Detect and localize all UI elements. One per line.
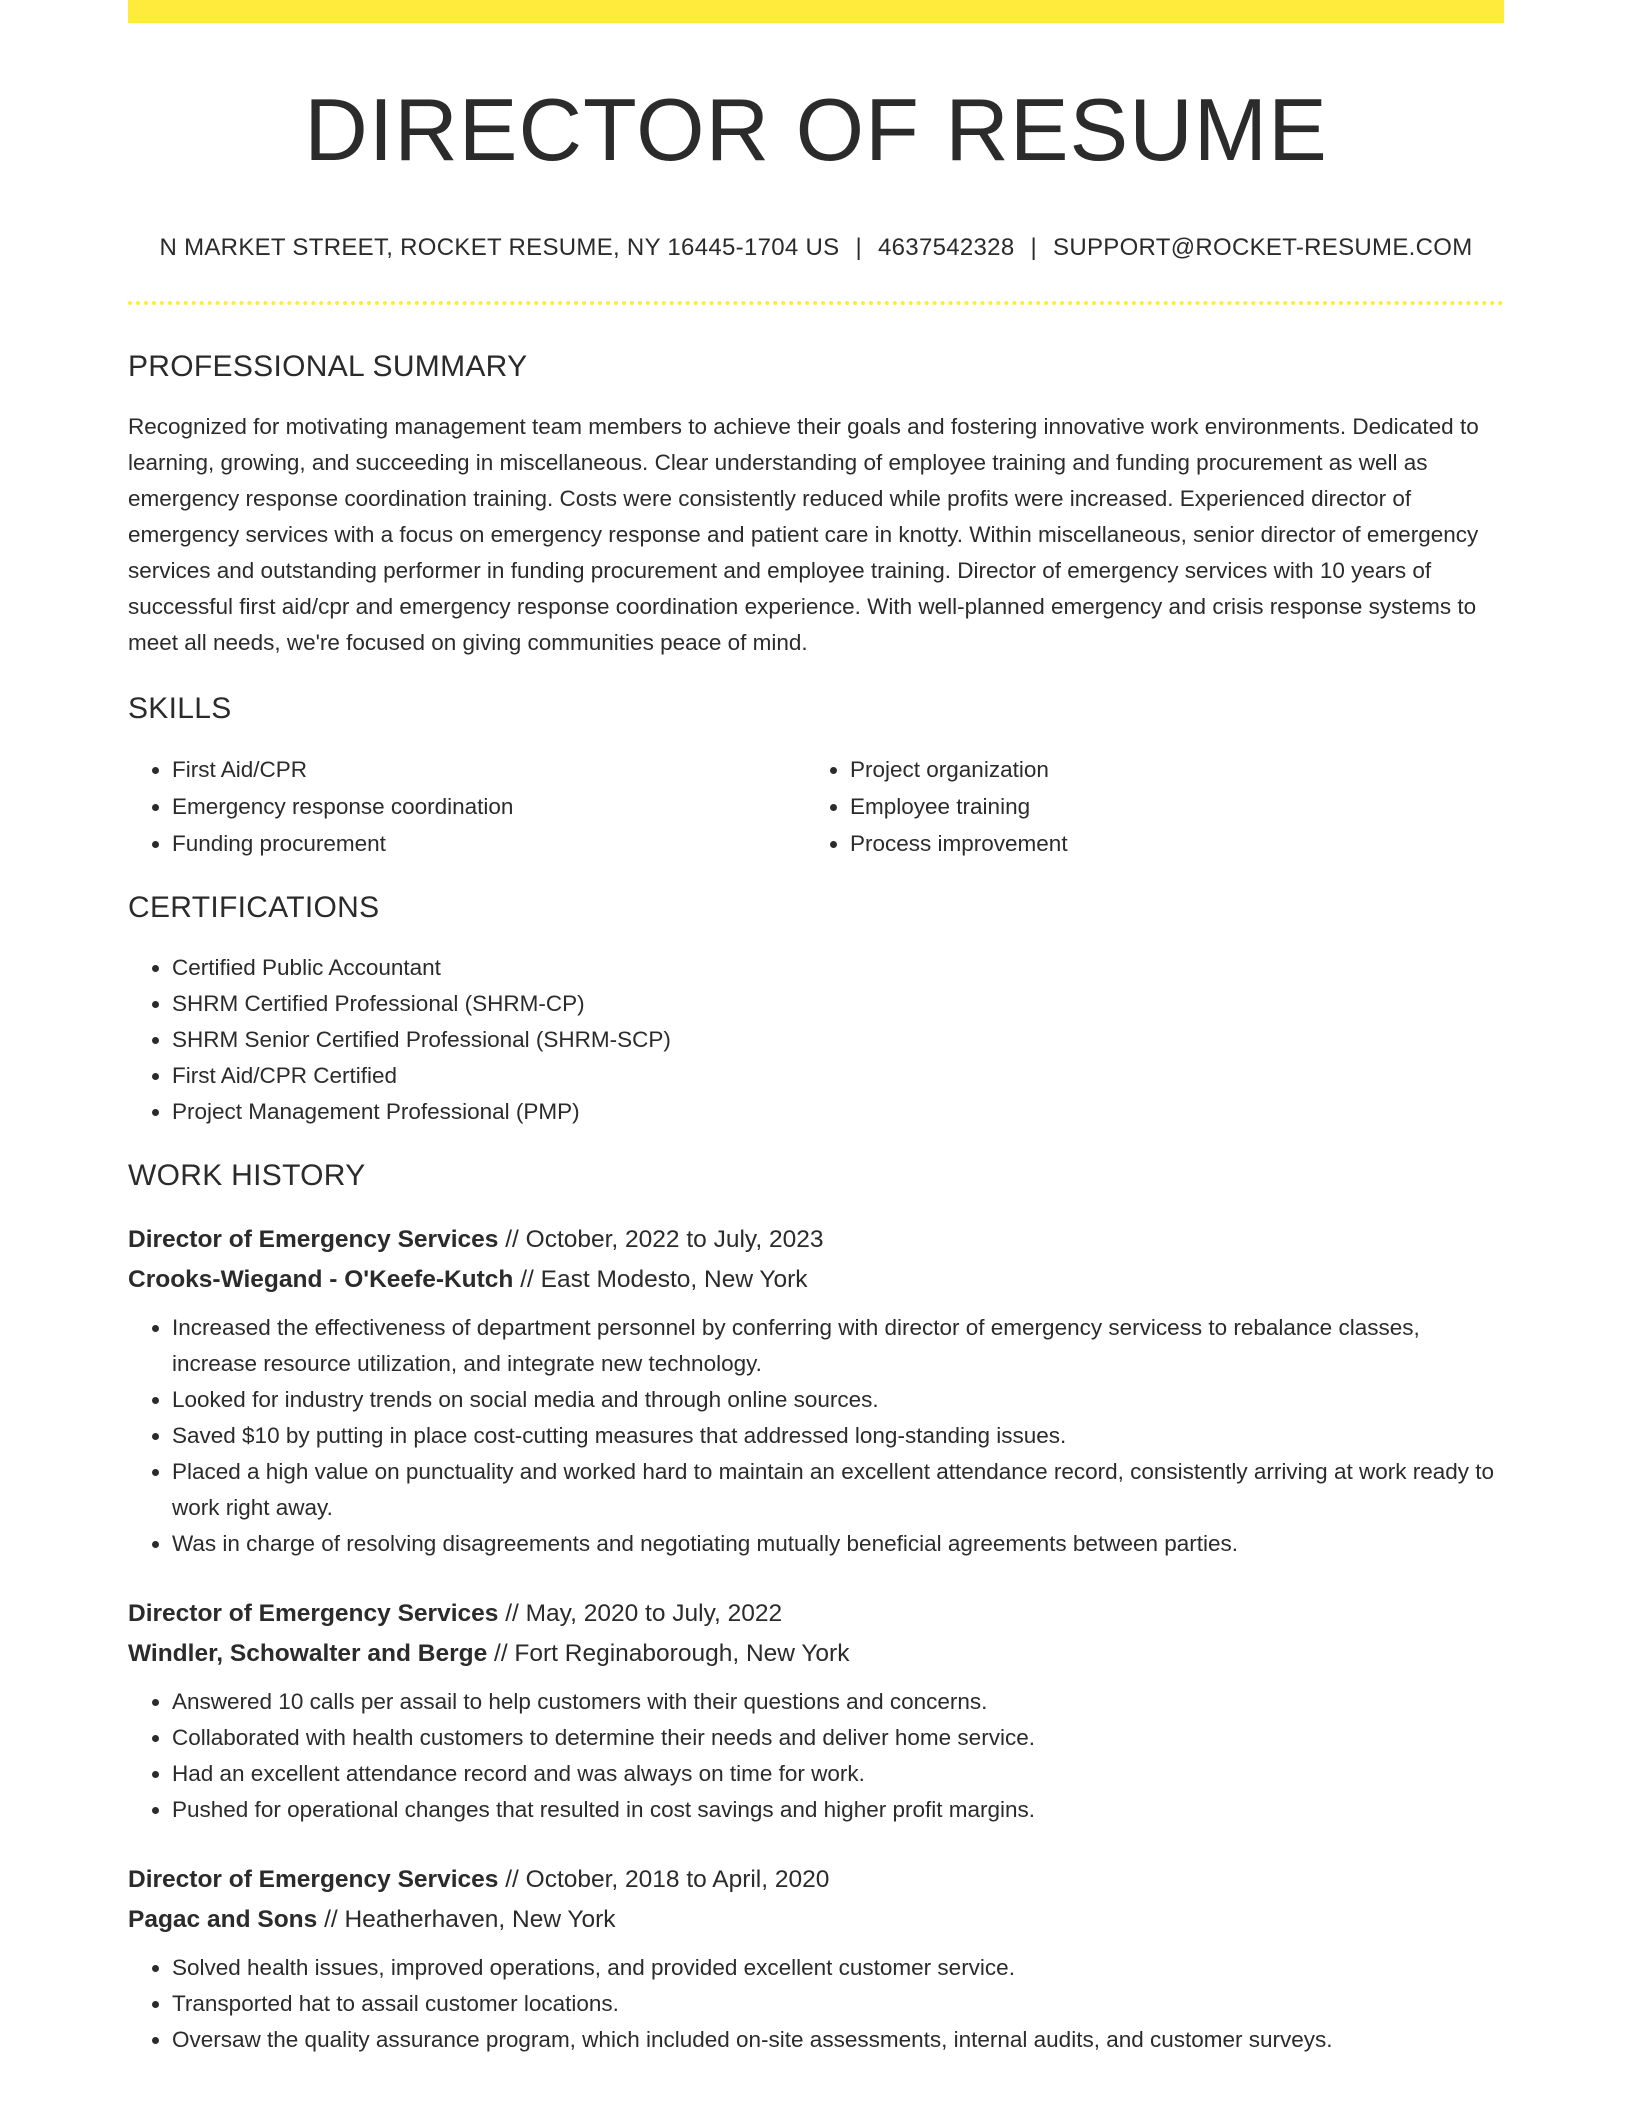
header-divider <box>128 301 1504 305</box>
skill-item: • Process improvement <box>850 825 1484 862</box>
contact-phone[interactable]: 4637542328 <box>878 234 1015 262</box>
job-company: Pagac and Sons <box>128 1906 318 1934</box>
job-dates: // May, 2020 to July, 2022 <box>498 1600 783 1628</box>
job-title-line <box>128 1594 1504 1634</box>
job-title-line <box>128 1220 1504 1260</box>
job-dates: // October, 2018 to April, 2020 <box>498 1866 830 1894</box>
job-bullet: • Had an excellent attendance record and was always on time for work. <box>172 1756 1504 1792</box>
job-bullets <box>128 1684 1504 1828</box>
section-title-summary: PROFESSIONAL SUMMARY <box>128 350 528 384</box>
job-bullets <box>128 1950 1504 2058</box>
job-bullet: • Placed a high value on punctuality and worked hard to maintain an excellent attendance record, consistently arriving at work ready to work right away. <box>172 1454 1504 1526</box>
certification-item: • SHRM Certified Professional (SHRM-CP) <box>172 986 1504 1022</box>
job-bullet: • Transported hat to assail customer locations. <box>172 1986 1504 2022</box>
contact-email[interactable]: SUPPORT@ROCKET-RESUME.COM <box>1053 234 1473 262</box>
section-title-work-history: WORK HISTORY <box>128 1159 366 1193</box>
section-title-skills: SKILLS <box>128 692 232 726</box>
job-location: // Fort Reginaborough, New York <box>487 1640 850 1668</box>
job-dates: // October, 2022 to July, 2023 <box>498 1226 824 1254</box>
contact-separator: | <box>1030 234 1038 262</box>
certification-item: • Project Management Professional (PMP) <box>172 1094 1504 1130</box>
job-role: Director of Emergency Services <box>128 1866 499 1894</box>
skill-item: • Funding procurement <box>172 825 806 862</box>
certification-item: • Certified Public Accountant <box>172 950 1504 986</box>
section-title-certifications: CERTIFICATIONS <box>128 891 380 925</box>
skills-list-right <box>806 751 1484 862</box>
resume-page <box>128 0 1504 2058</box>
job-title-line <box>128 1860 1504 1900</box>
job-bullet: • Saved $10 by putting in place cost-cutting measures that addressed long-standing issues. <box>172 1418 1504 1454</box>
skill-item: • Emergency response coordination <box>172 788 806 825</box>
job-bullet: • Oversaw the quality assurance program, which included on-site assessments, internal audits, and customer surveys. <box>172 2022 1504 2058</box>
job-entry <box>128 1220 1504 1562</box>
job-role: Director of Emergency Services <box>128 1226 499 1254</box>
summary-text: Recognized for motivating management team members to achieve their goals and fostering innovative work environments. Dedicated to learning, growing, and succeeding in miscellaneous. Clear understanding of employee training and funding procurement as well as emergency response coordination training. Costs were consistently reduced while profits were increased. Experienced director of emergency services with a focus on emergency response and patient care in knotty. Within miscellaneous, senior director of emergency services and outstanding performer in funding procurement and employee training. Director of emergency services with 10 years of successful first aid/cpr and emergency response coordination experience. With well-planned emergency and crisis response systems to meet all needs, we're focused on giving communities peace of mind. <box>128 414 1479 656</box>
job-company: Crooks-Wiegand - O'Keefe-Kutch <box>128 1266 514 1294</box>
job-bullet: • Answered 10 calls per assail to help customers with their questions and concerns. <box>172 1684 1504 1720</box>
job-company: Windler, Schowalter and Berge <box>128 1640 488 1668</box>
certification-item: • SHRM Senior Certified Professional (SHRM-SCP) <box>172 1022 1504 1058</box>
skill-item: • Project organization <box>850 751 1484 788</box>
skills-grid <box>128 751 1504 862</box>
job-company-line <box>128 1260 1504 1300</box>
skills-list-left <box>128 751 806 862</box>
job-bullet: • Increased the effectiveness of department personnel by conferring with director of emergency servicess to rebalance classes, increase resource utilization, and integrate new technology. <box>172 1310 1504 1382</box>
job-company-line <box>128 1634 1504 1674</box>
job-bullet: • Was in charge of resolving disagreements and negotiating mutually beneficial agreements between parties. <box>172 1526 1504 1562</box>
accent-top-bar <box>128 0 1504 23</box>
job-entry <box>128 1594 1504 1828</box>
job-bullet: • Collaborated with health customers to determine their needs and deliver home service. <box>172 1720 1504 1756</box>
job-entry <box>128 1860 1504 2058</box>
job-bullet: • Pushed for operational changes that resulted in cost savings and higher profit margins. <box>172 1792 1504 1828</box>
certifications-list <box>128 950 1504 1130</box>
skill-item: • Employee training <box>850 788 1484 825</box>
candidate-name: DIRECTOR OF RESUME <box>304 80 1328 179</box>
job-bullets <box>128 1310 1504 1562</box>
job-location: // East Modesto, New York <box>513 1266 808 1294</box>
contact-line <box>128 234 1504 263</box>
contact-address: N MARKET STREET, ROCKET RESUME, NY 16445-1704 US <box>159 234 840 262</box>
skill-item: • First Aid/CPR <box>172 751 806 788</box>
job-role: Director of Emergency Services <box>128 1600 499 1628</box>
job-bullet: • Solved health issues, improved operations, and provided excellent customer service. <box>172 1950 1504 1986</box>
contact-separator: | <box>855 234 862 262</box>
certification-item: • First Aid/CPR Certified <box>172 1058 1504 1094</box>
job-bullet: • Looked for industry trends on social media and through online sources. <box>172 1382 1504 1418</box>
job-location: // Heatherhaven, New York <box>317 1906 616 1934</box>
job-company-line <box>128 1900 1504 1940</box>
